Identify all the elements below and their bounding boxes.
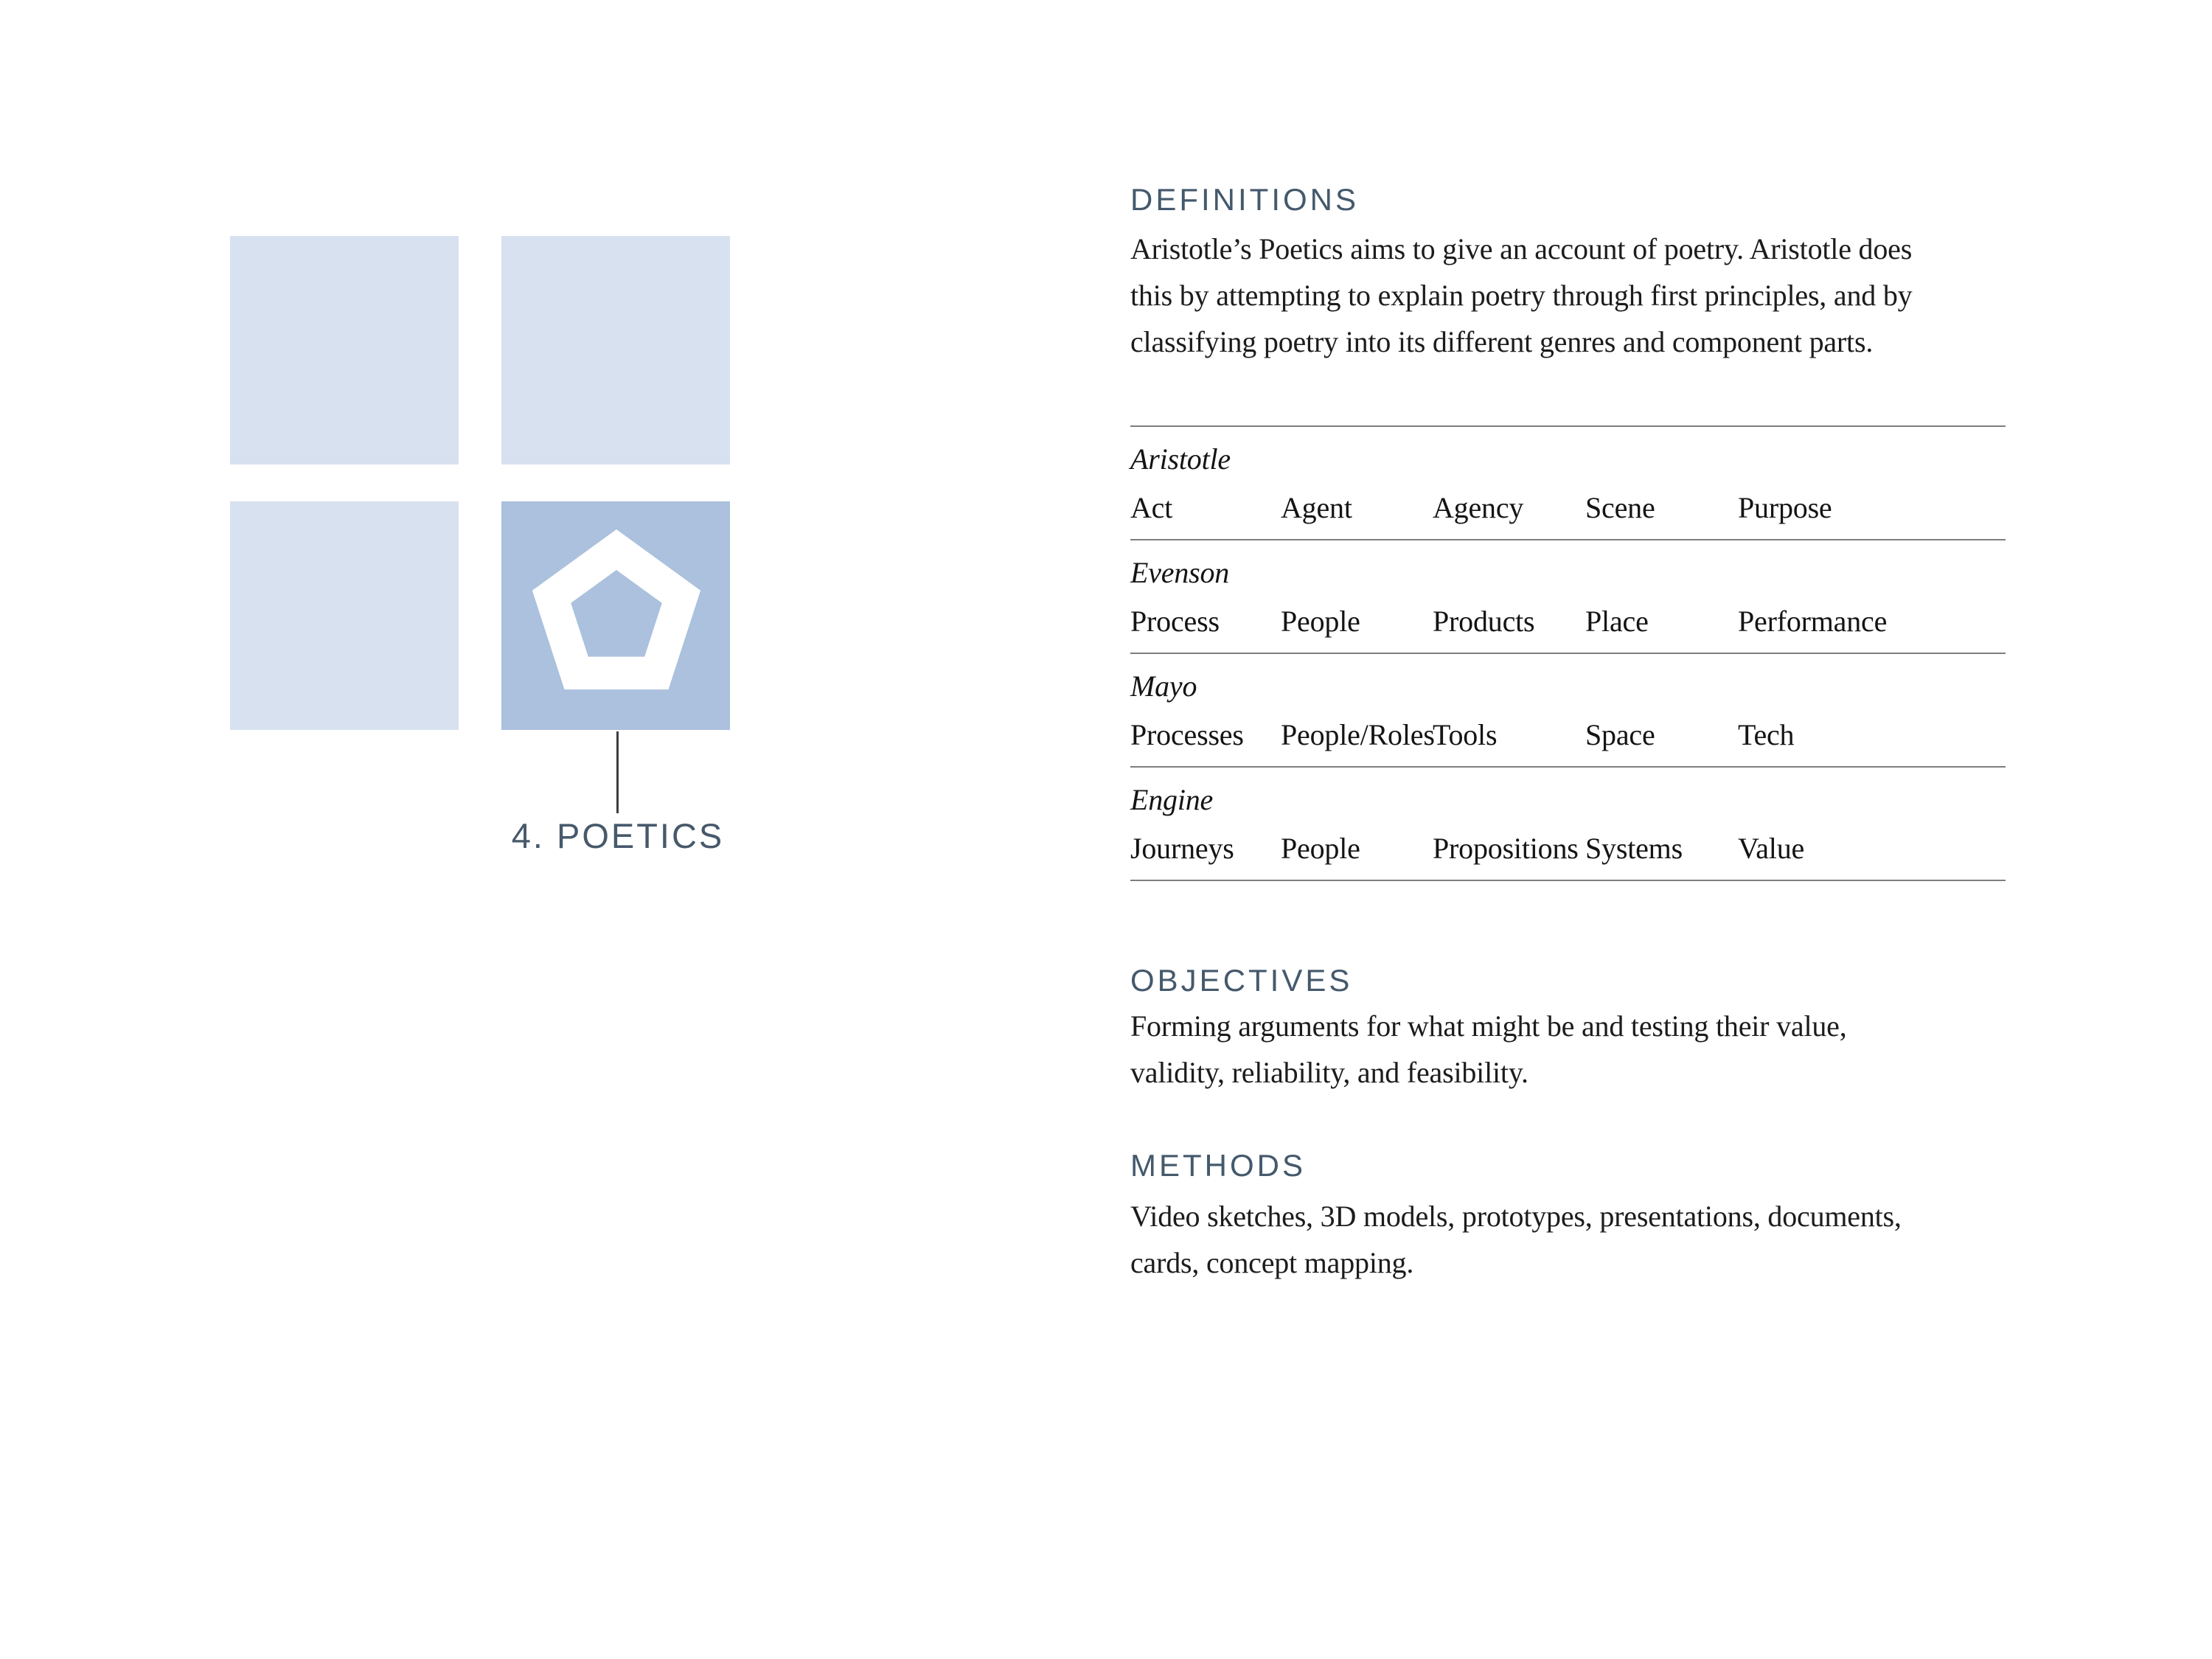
table-row-cells xyxy=(1130,492,2006,524)
table-row-engine xyxy=(1130,766,2006,881)
definitions-heading: DEFINITIONS xyxy=(1130,182,1360,217)
table-row-cells xyxy=(1130,605,2006,638)
table-cell: Scene xyxy=(1585,491,1655,524)
table-row-cells xyxy=(1130,832,2006,865)
frameworks-table xyxy=(1130,425,2006,881)
paragraph-line: this by attempting to explain poetry through first principles, and by xyxy=(1130,279,1913,312)
table-cell: Processes xyxy=(1130,718,1244,751)
methods-heading: METHODS xyxy=(1130,1148,1306,1183)
paragraph-line: Forming arguments for what might be and testing their value, xyxy=(1130,1009,1847,1043)
table-cell: Performance xyxy=(1738,605,1888,638)
pentagon-icon xyxy=(501,501,730,730)
phase-square-1 xyxy=(230,236,459,465)
definitions-paragraph xyxy=(1130,226,2037,365)
methods-paragraph xyxy=(1130,1193,2037,1286)
paragraph-line: Aristotle’s Poetics aims to give an account of poetry. Aristotle does xyxy=(1130,232,1913,265)
table-cell: Propositions xyxy=(1433,832,1579,865)
table-cell: Place xyxy=(1585,605,1649,638)
table-row-aristotle xyxy=(1130,425,2006,539)
table-cell: Value xyxy=(1738,832,1805,865)
objectives-heading: OBJECTIVES xyxy=(1130,963,1353,998)
table-cell: Act xyxy=(1130,491,1173,524)
paragraph-line: classifying poetry into its different genres and component parts. xyxy=(1130,325,1874,358)
table-row-cells xyxy=(1130,719,2006,751)
table-cell: Journeys xyxy=(1130,832,1234,865)
table-row-source: Mayo xyxy=(1130,669,1197,703)
connector-line xyxy=(616,731,619,813)
phase-square-4-active xyxy=(501,501,730,730)
table-row-source: Evenson xyxy=(1130,556,1230,589)
paragraph-line: validity, reliability, and feasibility. xyxy=(1130,1056,1528,1089)
table-cell: Purpose xyxy=(1738,491,1832,524)
table-cell: Agent xyxy=(1281,491,1352,524)
table-cell: Space xyxy=(1585,718,1655,751)
table-cell: People/Roles xyxy=(1281,718,1435,751)
active-phase-label: 4. POETICS xyxy=(511,816,725,855)
table-cell: People xyxy=(1281,605,1360,638)
table-row-mayo xyxy=(1130,653,2006,766)
table-row-source: Aristotle xyxy=(1130,442,1231,476)
paragraph-line: Video sketches, 3D models, prototypes, presentations, documents, xyxy=(1130,1200,1902,1233)
table-cell: Process xyxy=(1130,605,1220,638)
paragraph-line: cards, concept mapping. xyxy=(1130,1246,1414,1279)
objectives-paragraph xyxy=(1130,1003,2037,1096)
table-row-source: Engine xyxy=(1130,783,1214,816)
table-row-evenson xyxy=(1130,539,2006,653)
table-cell: People xyxy=(1281,832,1360,865)
phase-square-2 xyxy=(501,236,730,465)
table-cell: Products xyxy=(1433,605,1535,638)
table-cell: Agency xyxy=(1433,491,1524,524)
table-cell: Tools xyxy=(1433,718,1498,751)
table-cell: Systems xyxy=(1585,832,1683,865)
table-cell: Tech xyxy=(1738,718,1795,751)
phase-square-3 xyxy=(230,501,459,730)
